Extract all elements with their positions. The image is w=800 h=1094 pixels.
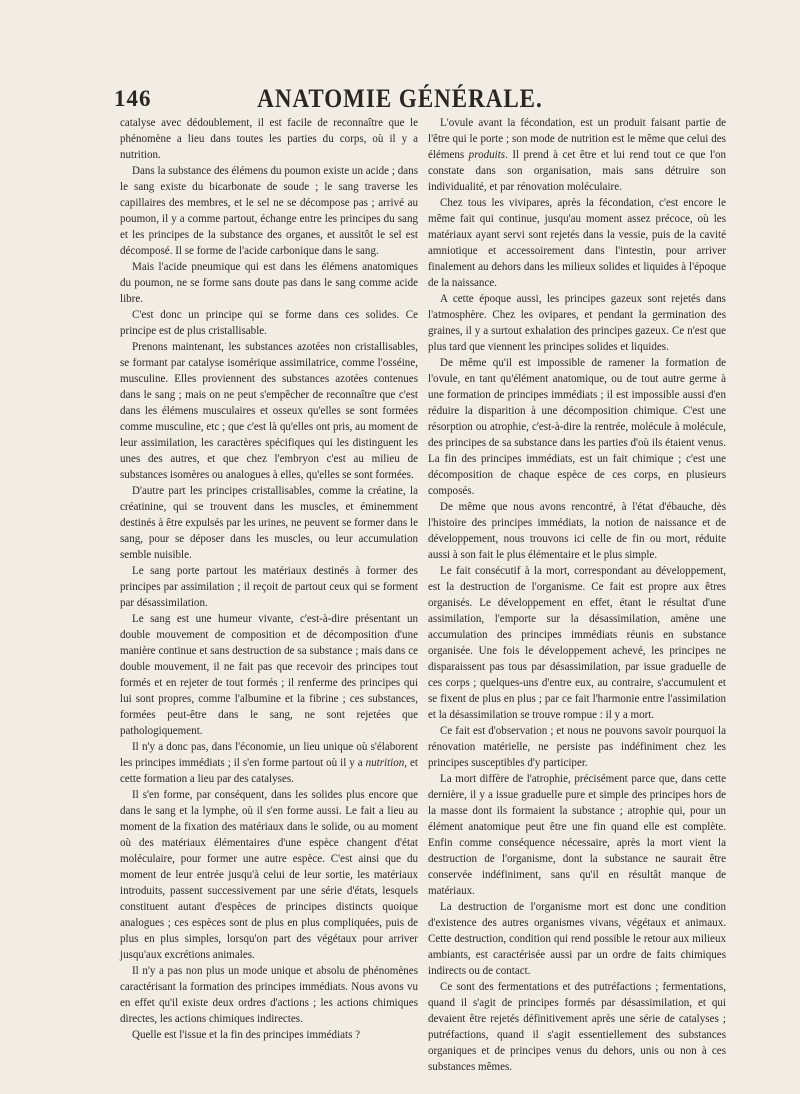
paragraph: D'autre part les principes cristallisables, comme la créatine, la créatinine, qui se trouvent dans les muscles, et éminemment destinés à être expulsés par les urines, ne peuvent se former dans le sang, pour se déposer dans les muscles, ou leur accumulation semble nuisible.	[120, 485, 418, 561]
paragraph: C'est donc un principe qui se forme dans ces solides. Ce principe est de plus cristallisable.	[120, 309, 418, 337]
paragraph: De même que nous avons rencontré, à l'état d'ébauche, dès l'histoire des principes immédiats, la notion de naissance et de développement, nous trouvons ici celle de fin ou mort, réduite aussi à son fait le plus élémentaire et le plus simple.	[428, 501, 726, 561]
left-column	[120, 115, 418, 1043]
paragraph: La mort diffère de l'atrophie, précisément parce que, dans cette dernière, il y a issue graduelle pure et simple des principes hors de la masse dont ils formaient la substance ; atrophie qui, pour un élément anatomique peut être une fin quand elle est complète. Enfin comme conséquence nécessaire, après la mort vient la destruction de l'organisme, dont la substance ne saurait être conservée indéfiniment, sans qu'il en résultât manque de matériaux.	[428, 773, 726, 897]
paragraph: Dans la substance des élémens du poumon existe un acide ; dans le sang existe du bicarbonate de soude ; le sang traverse les capillaires des membres, et le sel ne se décompose pas ; arrivé au poumon, il y a comme partout, échange entre les principes du sang et les principes de la substance des organes, et aussitôt le sel est décomposé. Il se forme de l'acide carbonique dans le sang.	[120, 165, 418, 257]
paragraph: La destruction de l'organisme mort est donc une condition d'existence des autres organismes vivans, végétaux et animaux. Cette destruction, condition qui rend possible le retour aux milieux ambiants, est caractérisée aussi par un ordre de faits chimiques indirects ou de contact.	[428, 901, 726, 977]
paragraph	[428, 115, 726, 195]
right-column	[428, 115, 726, 1075]
italic-term: produits	[468, 149, 506, 161]
paragraph: Prenons maintenant, les substances azotées non cristallisables, se formant par catalyse isomérique assimilatrice, comme l'osséine, musculine. Elles proviennent des substances azotées contenues dans le sang ; mais on ne peut s'empêcher de reconnaître que c'est dans les élémens musculaires et osseux qu'elles se sont formées comme musculine, etc ; que c'est là qu'elles ont pris, au moment de leur assimilation, les caractères spécifiques qui les distinguent les unes des autres, et que chez l'embryon c'est au milieu de substances isomères ou analogues à elles, qu'elles se sont formées.	[120, 341, 418, 481]
text-run: Il n'y a donc pas, dans l'économie, un lieu unique où s'élaborent les principes immédiats ; il s'en forme partout où il y a	[120, 741, 418, 769]
paragraph: Il s'en forme, par conséquent, dans les solides plus encore que dans le sang et la lymphe, où il s'en forme aussi. Le fait a lieu au moment de la fixation des matériaux dans le solide, ou au moment où des matériaux élémentaires d'une espèce changent d'état moléculaire, pour former une autre espèce. C'est ainsi que du moment de leur entrée jusqu'à celui de leur sortie, les matériaux introduits, passent successivement par une série d'états, lesquels constituent autant d'espèces de principes distincts quoique analogues ; ces espèces sont de plus en plus compliquées, puis de plus en plus simples, lorsqu'on part des végétaux pour arriver jusqu'aux excrétions animales.	[120, 789, 418, 961]
page-number: 146	[114, 86, 152, 111]
paragraph	[120, 739, 418, 787]
paragraph: A cette époque aussi, les principes gazeux sont rejetés dans l'atmosphère. Chez les ovipares, et pendant la germination des graines, il y a surtout exhalation des principes gazeux. Ce n'est que plus tard que viennent les principes solides et liquides.	[428, 293, 726, 353]
paragraph: Chez tous les vivipares, après la fécondation, c'est encore le même fait qui continue, jusqu'au moment assez précoce, où les matériaux ayant servi sont rejetés dans la vessie, puis de la cavité amniotique et accessoirement dans l'intestin, pour arriver finalement au dehors dans les milieux solides et liquides à l'époque de la naissance.	[428, 197, 726, 289]
paragraph: Quelle est l'issue et la fin des principes immédiats ?	[132, 1029, 361, 1041]
running-title: ANATOMIE GÉNÉRALE.	[257, 84, 543, 113]
paragraph: catalyse avec dédoublement, il est facile de reconnaître que le phénomène a lieu dans toutes les parties du corps, où il y a nutrition.	[120, 117, 418, 161]
paragraph: Il n'y a pas non plus un mode unique et absolu de phénomènes caractérisant la formation des principes immédiats. Nous avons vu en effet qu'il existe deux ordres d'actions ; les actions chimiques directes, les actions chimiques indirectes.	[120, 965, 418, 1025]
paragraph: Mais l'acide pneumique qui est dans les élémens anatomiques du poumon, ne se forme sans doute pas dans le sang comme acide libre.	[120, 261, 418, 305]
paragraph: Le sang est une humeur vivante, c'est-à-dire présentant un double mouvement de composition et de décomposition d'une manière continue et sans destruction de sa substance ; mais dans ce double mouvement, il ne fait pas que recevoir des principes tout formés et en rejeter de tout formés ; il renferme des principes qui lui sont propres, comme l'albumine et la fibrine ; ces substances, formées peut-être dans le sang, ne sont rejetées que pathologiquement.	[120, 613, 418, 737]
paragraph: Le sang porte partout les matériaux destinés à former des principes par assimilation ; il reçoit de partout ceux qui se forment par désassimilation.	[120, 565, 418, 609]
text-run: , et cette formation a lieu par des catalyses.	[120, 757, 418, 785]
text-run: L'ovule avant la fécondation, est un produit faisant partie de l'être qui le porte ; son mode de nutrition est le même que celui des élémens	[428, 117, 726, 161]
text-run: . Il prend à cet être et lui rend tout ce que l'on constate dans son organisation, mais sans détruire son individualité, et par rénovation moléculaire.	[428, 149, 726, 193]
paragraph: Ce fait est d'observation ; et nous ne pouvons savoir pourquoi la rénovation matérielle, ne persiste pas indéfiniment chez les principes susceptibles d'y participer.	[428, 725, 726, 769]
paragraph: De même qu'il est impossible de ramener la formation de l'ovule, en tant qu'élément anatomique, ou de tout autre germe à une formation de principes immédiats ; il est impossible aussi d'en réduire la disparition à une décomposition chimique. C'est une résorption ou atrophie, c'est-à-dire la rentrée, molécule à molécule, des principes de sa substance dans les parties d'où ils étaient venus. La fin des principes immédiats, est un fait chimique ; c'est une décomposition de chaque espèce de ces corps, en plusieurs composés.	[428, 357, 726, 497]
paragraph: Ce sont des fermentations et des putréfactions ; fermentations, quand il s'agit de principes formés par désassimilation, et qui devaient être rejetés définitivement après une série de catalyses ; putréfactions, quand il s'agit essentiellement des substances organiques et de principes venus du dehors, unis ou non à ces substances mêmes.	[428, 981, 726, 1073]
paragraph: Le fait consécutif à la mort, correspondant au développement, est la destruction de l'organisme. Ce fait est propre aux êtres organisés. Le développement en effet, étant le résultat d'une assimilation, l'emporte sur la désassimilation, amène une accumulation des principes immédiats réunis en substance organisée. Une fois le développement achevé, les principes ne disparaissent pas tous par désassimilation, par issue graduelle de ces corps ; quelques-uns d'entre eux, au contraire, s'accumulent et se fixent de plus en plus ; par ce fait l'harmonie entre l'assimilation et la désassimilation se trouve rompue : il y a mort.	[428, 565, 726, 721]
italic-term: nutrition	[365, 757, 405, 769]
